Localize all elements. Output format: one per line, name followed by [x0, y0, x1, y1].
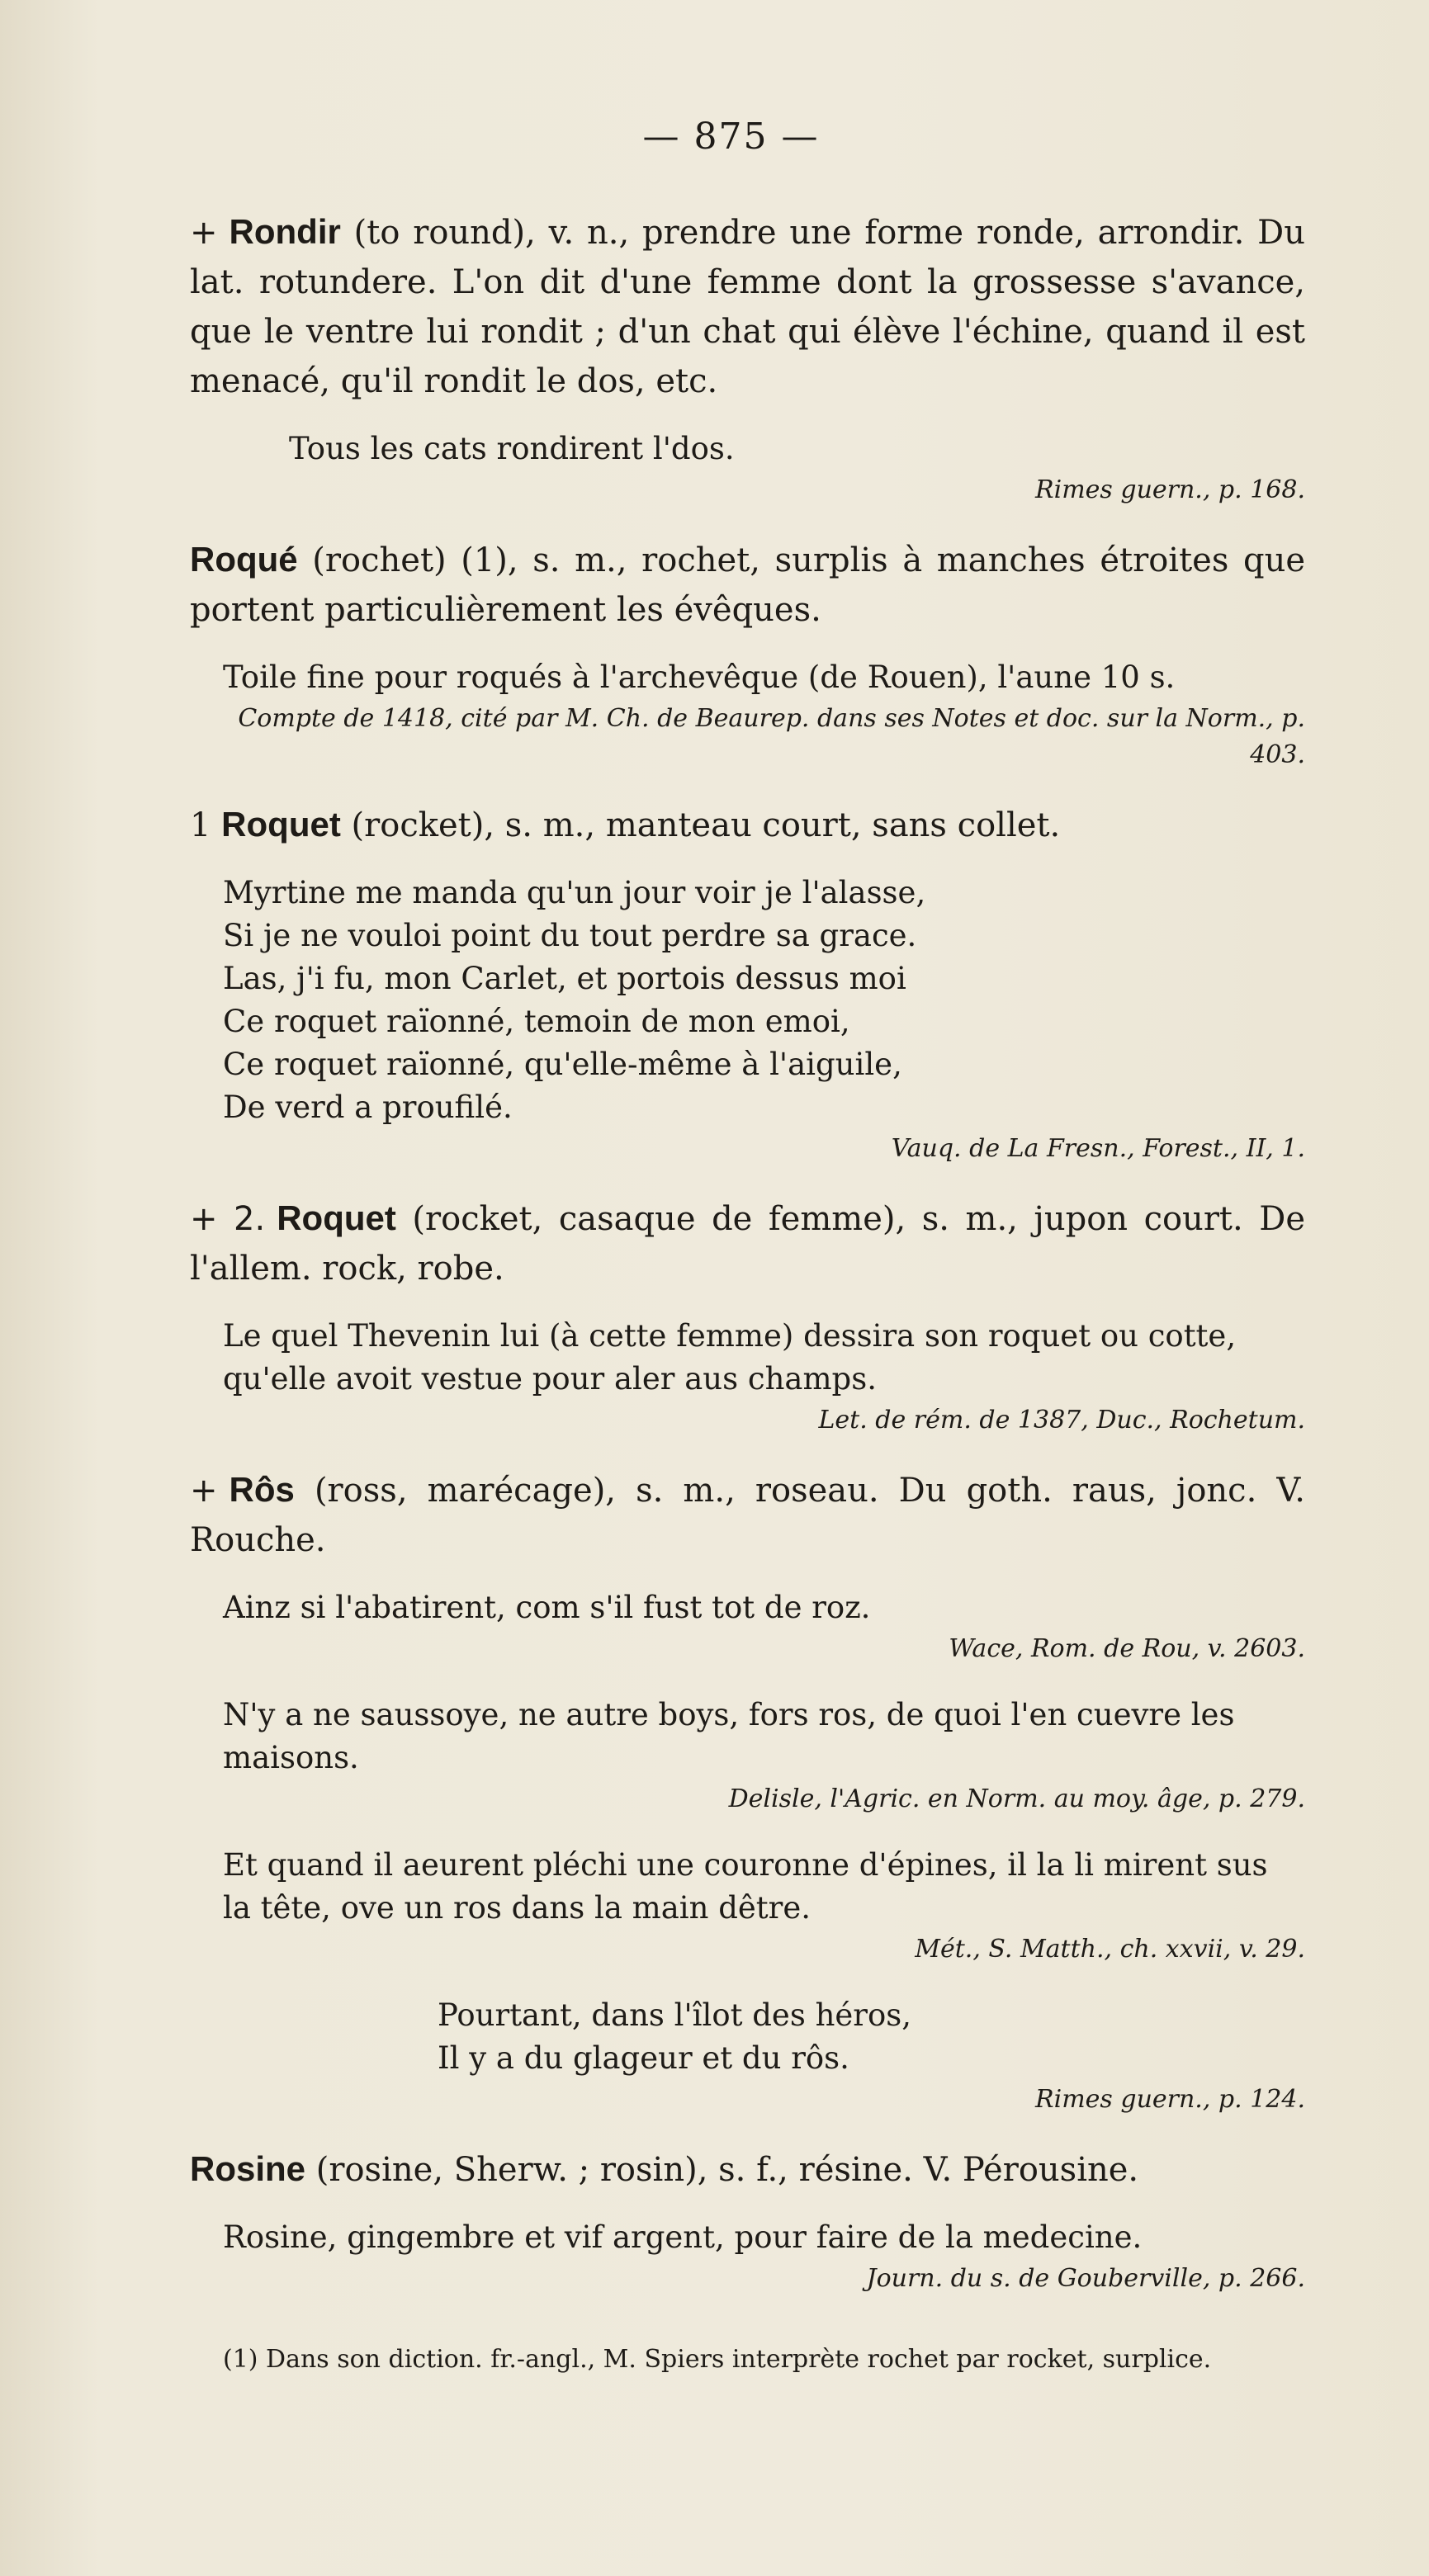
verse-line: Si je ne vouloi point du tout perdre sa grace.	[223, 918, 917, 953]
definition: rochet, surplis à manches étroites que portent particulièrement les évêques.	[190, 541, 1306, 629]
quote: Rosine, gingembre et vif argent, pour faire de la medecine.	[223, 2219, 1143, 2255]
citation: Vauq. de La Fresn., Forest., II, 1.	[891, 1134, 1305, 1163]
footnote: (1) Dans son diction. fr.-angl., M. Spiers interprète rochet par rocket, surplice.	[223, 2345, 1212, 2374]
headword: Rosine	[190, 2149, 306, 2188]
citation: Rimes guern., p. 124.	[1035, 2085, 1305, 2114]
verse-line: Pourtant, dans l'îlot des héros,	[438, 1997, 912, 2033]
definition: résine. V. Pérousine.	[798, 2151, 1139, 2189]
etymology: (ross, marécage), s. m.,	[314, 1472, 736, 1510]
entry-ros	[190, 1465, 1305, 1565]
verse-line: De verd a proufilé.	[223, 1089, 513, 1125]
verse-line: Myrtine me manda qu'un jour voir je l'alasse,	[223, 875, 926, 910]
quote: Tous les cats rondirent l'dos.	[289, 431, 735, 466]
entry-rondir	[190, 207, 1305, 406]
citation: Let. de rém. de 1387, Duc., Rochetum.	[818, 1406, 1305, 1435]
quote: Ainz si l'abatirent, com s'il fust tot de roz.	[223, 1590, 871, 1625]
verse-quote	[190, 872, 1305, 1129]
citation: Mét., S. Matth., ch. xxvii, v. 29.	[915, 1935, 1305, 1964]
entry-rosine	[190, 2144, 1305, 2195]
entry-roquet-2	[190, 1193, 1305, 1293]
definition: manteau court, sans collet.	[605, 806, 1061, 844]
etymology: (rosine, Sherw. ; rosin), s. f.,	[315, 2151, 788, 2189]
quote: N'y a ne saussoye, ne autre boys, fors ros, de quoi l'en cuevre les maisons.	[223, 1697, 1235, 1775]
definition: prendre une forme ronde, arrondir. Du lat. rotundere. L'on dit d'une femme dont la grossesse s'avance, que le ventre lui rondit ; d'un chat qui élève l'échine, quand il est menacé, qu'il rondit le dos, etc.	[190, 214, 1305, 400]
headword: Rondir	[229, 212, 341, 251]
citation: Journ. du s. de Gouberville, p. 266.	[866, 2264, 1305, 2293]
quote: Le quel Thevenin lui (à cette femme) dessira son roquet ou cotte, qu'elle avoit vestue pour aler aus champs.	[223, 1318, 1237, 1397]
etymology: (rocket, casaque de femme), s. m.,	[412, 1200, 1018, 1238]
cross-mark-icon: +	[190, 1472, 218, 1510]
homonym-number: + 2.	[190, 1200, 266, 1238]
homonym-number: 1	[190, 806, 211, 844]
verse-line: Ce roquet raïonné, temoin de mon emoi,	[223, 1004, 850, 1039]
etymology: (rocket), s. m.,	[351, 806, 596, 844]
entry-roquet-1	[190, 800, 1305, 850]
definition: roseau. Du goth. raus, jonc. V. Rouche.	[190, 1472, 1305, 1559]
citation: Compte de 1418, cité par M. Ch. de Beaurep. dans ses Notes et doc. sur la Norm., p. 403.	[238, 704, 1305, 769]
quote: Et quand il aeurent pléchi une couronne d'épines, il la li mirent sus la tête, ove un ros dans la main dêtre.	[223, 1847, 1268, 1926]
citation: Wace, Rom. de Rou, v. 2603.	[949, 1634, 1305, 1663]
verse-quote	[190, 1994, 1305, 2080]
citation: Rimes guern., p. 168.	[1035, 475, 1305, 504]
page-number: — 875 —	[642, 116, 820, 158]
etymology: (to round), v. n.,	[353, 214, 630, 252]
definition: jupon court. De l'allem. rock, robe.	[190, 1200, 1306, 1288]
verse-line: Il y a du glageur et du rôs.	[438, 2040, 849, 2076]
quote: Toile fine pour roqués à l'archevêque (de Rouen), l'aune 10 s.	[223, 659, 1176, 695]
headword: Roqué	[190, 540, 298, 579]
etymology: (rochet) (1), s. m.,	[312, 541, 627, 579]
verse-line: Ce roquet raïonné, qu'elle-même à l'aiguile,	[223, 1047, 902, 1082]
citation: Delisle, l'Agric. en Norm. au moy. âge, p. 279.	[728, 1784, 1305, 1813]
verse-line: Las, j'i fu, mon Carlet, et portois dessus moi	[223, 961, 906, 996]
entry-roque	[190, 535, 1305, 635]
headword: Rôs	[229, 1470, 295, 1509]
headword: Roquet	[277, 1198, 396, 1237]
headword: Roquet	[221, 805, 341, 844]
cross-mark-icon: +	[190, 214, 218, 252]
